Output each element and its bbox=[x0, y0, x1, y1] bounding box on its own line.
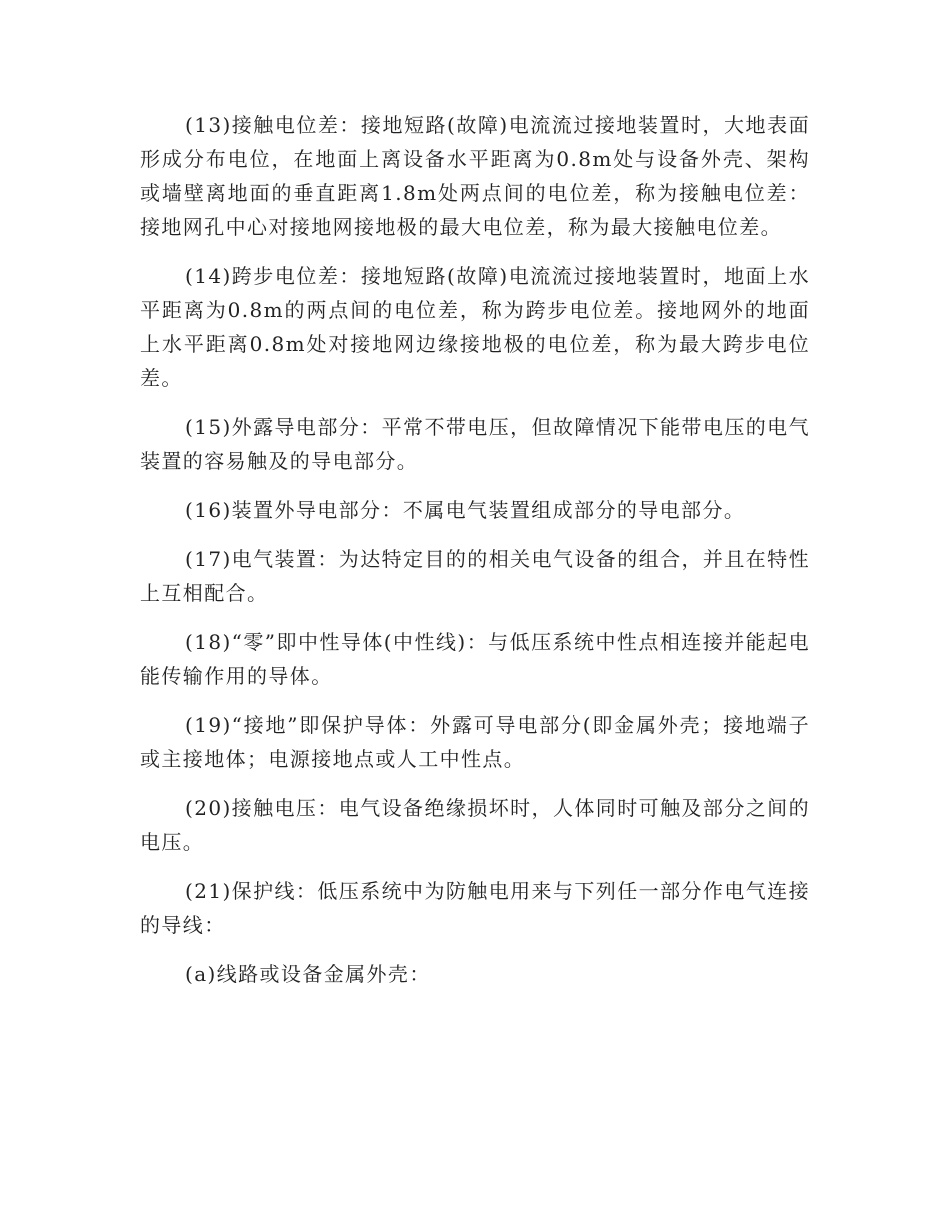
paragraph-21-protective-line: (21)保护线：低压系统中为防触电用来与下列任一部分作电气连接的导线： bbox=[140, 879, 810, 937]
paragraph-18-neutral-conductor: (18)“零”即中性导体(中性线)：与低压系统中性点相连接并能起电能传输作用的导体。 bbox=[140, 630, 810, 688]
paragraph-13-touch-potential: (13)接触电位差：接地短路(故障)电流流过接地装置时，大地表面形成分布电位，在地面上离设备水平距离为0.8m处与设备外壳、架构或墙壁离地面的垂直距离1.8m处两点间的电位差，称为接触电位差：接地网孔中心对接地网接地极的最大电位差，称为最大接触电位差。 bbox=[140, 113, 810, 239]
paragraph-17-electrical-installation: (17)电气装置：为达特定目的的相关电气设备的组合，并且在特性上互相配合。 bbox=[140, 547, 810, 605]
paragraph-20-touch-voltage: (20)接触电压：电气设备绝缘损坏时，人体同时可触及部分之间的电压。 bbox=[140, 796, 810, 854]
paragraph-16-extraneous-conductive-part: (16)装置外导电部分：不属电气装置组成部分的导电部分。 bbox=[185, 498, 746, 522]
paragraph-21a-metal-enclosure: (a)线路或设备金属外壳： bbox=[185, 962, 431, 986]
paragraph-15-exposed-conductive-part: (15)外露导电部分：平常不带电压，但故障情况下能带电压的电气装置的容易触及的导电部分。 bbox=[140, 415, 810, 473]
paragraph-14-step-potential: (14)跨步电位差：接地短路(故障)电流流过接地装置时，地面上水平距离为0.8m的两点间的电位差，称为跨步电位差。接地网外的地面上水平距离0.8m处对接地网边缘接地极的电位差，称为最大跨步电位差。 bbox=[140, 264, 810, 390]
document-page bbox=[140, 108, 810, 1006]
paragraph-19-protective-conductor: (19)“接地”即保护导体：外露可导电部分(即金属外壳；接地端子或主接地体；电源接地点或人工中性点。 bbox=[140, 713, 810, 771]
